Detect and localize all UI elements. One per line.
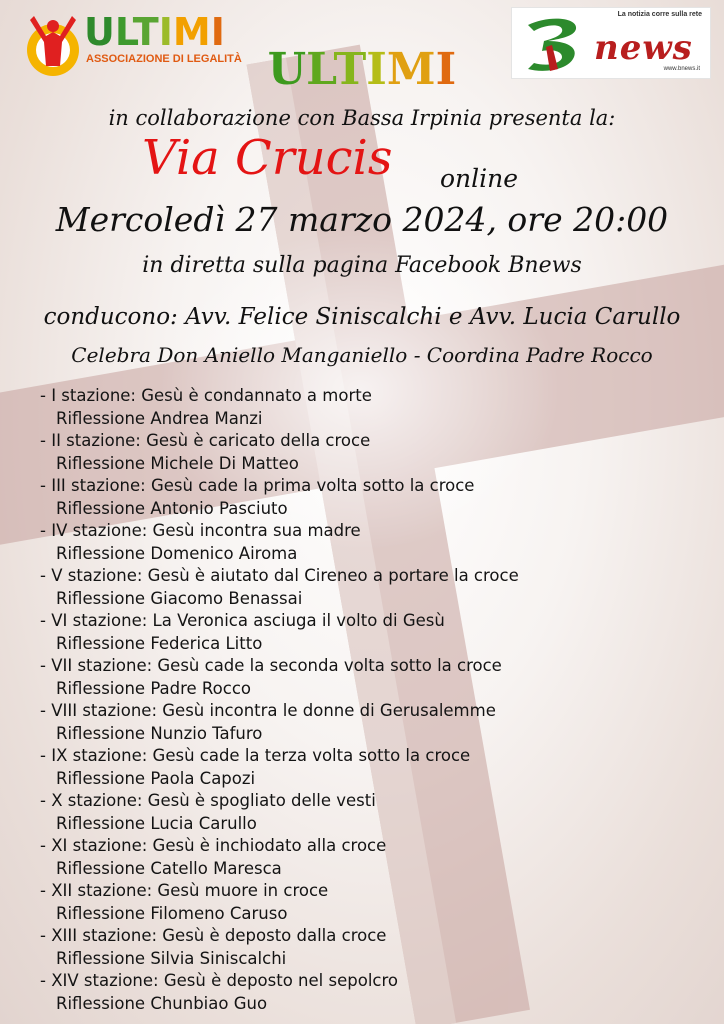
station-reflection: Riflessione Domenico Airoma <box>56 543 298 563</box>
station-reflection: Riflessione Lucia Carullo <box>56 813 257 833</box>
hosts-line: conducono: Avv. Felice Siniscalchi e Avv. Lucia Carullo <box>43 304 681 330</box>
station-item <box>40 655 720 700</box>
title-letter: U <box>267 44 307 95</box>
station-item <box>40 745 720 790</box>
station-reflection: Riflessione Silvia Siniscalchi <box>56 948 287 968</box>
station-title: - X stazione: Gesù è spogliato delle vesti <box>40 791 376 810</box>
station-reflection: Riflessione Catello Maresca <box>56 858 282 878</box>
celebrant-line: Celebra Don Aniello Manganiello - Coordina Padre Rocco <box>71 343 653 367</box>
title-letter: I <box>366 44 387 95</box>
stations-list <box>40 385 720 1015</box>
station-title: - V stazione: Gesù è aiutato dal Cireneo a portare la croce <box>40 566 519 585</box>
ultimi-logo-subtitle: ASSOCIAZIONE DI LEGALITÀ <box>86 53 242 65</box>
station-reflection: Riflessione Michele Di Matteo <box>56 453 299 473</box>
station-item <box>40 700 720 745</box>
station-reflection: Riflessione Federica Litto <box>56 633 263 653</box>
ultimi-logo-letter: M <box>172 10 211 54</box>
station-reflection: Riflessione Nunzio Tafuro <box>56 723 263 743</box>
bnews-url: www.bnews.it <box>663 66 700 72</box>
station-title: - IV stazione: Gesù incontra sua madre <box>40 521 361 540</box>
station-item <box>40 385 720 430</box>
station-title: - III stazione: Gesù cade la prima volta sotto la croce <box>40 476 475 495</box>
ultimi-logo-letter: L <box>114 10 133 54</box>
station-reflection: Riflessione Antonio Pasciuto <box>56 498 288 518</box>
station-title: - VII stazione: Gesù cade la seconda volta sotto la croce <box>40 656 502 675</box>
station-item <box>40 970 720 1015</box>
bnews-tagline: La notizia corre sulla rete <box>617 11 702 18</box>
title-letter: L <box>306 44 334 95</box>
station-reflection: Riflessione Andrea Manzi <box>56 408 263 428</box>
station-reflection: Riflessione Paola Capozi <box>56 768 256 788</box>
ultimi-logo-letter: U <box>84 10 115 54</box>
station-item <box>40 565 720 610</box>
title-letter: I <box>435 44 457 95</box>
station-title: - XII stazione: Gesù muore in croce <box>40 881 329 900</box>
bnews-logo-name: news <box>594 28 693 68</box>
ultimi-logo-letter: I <box>210 10 225 54</box>
station-reflection: Riflessione Filomeno Caruso <box>56 903 288 923</box>
station-title: - VI stazione: La Veronica asciuga il volto di Gesù <box>40 611 445 630</box>
station-item <box>40 925 720 970</box>
station-item <box>40 610 720 655</box>
station-reflection: Riflessione Padre Rocco <box>56 678 251 698</box>
station-reflection: Riflessione Giacomo Benassai <box>56 588 303 608</box>
station-title: - IX stazione: Gesù cade la terza volta sotto la croce <box>40 746 471 765</box>
station-item <box>40 520 720 565</box>
collaboration-line: in collaborazione con Bassa Irpinia presenta la: <box>108 106 616 130</box>
ultimi-logo-letter: T <box>132 10 159 54</box>
event-date: Mercoledì 27 marzo 2024, ore 20:00 <box>55 200 669 239</box>
broadcast-info: in diretta sulla pagina Facebook Bnews <box>142 253 582 278</box>
station-reflection: Riflessione Chunbiao Guo <box>56 993 268 1013</box>
ultimi-title <box>0 44 724 95</box>
station-item <box>40 880 720 925</box>
station-title: - VIII stazione: Gesù incontra le donne di Gerusalemme <box>40 701 496 720</box>
station-title: - II stazione: Gesù è caricato della croce <box>40 431 371 450</box>
station-title: - XIII stazione: Gesù è deposto dalla croce <box>40 926 387 945</box>
event-title: Via Crucis <box>142 130 393 186</box>
station-item <box>40 835 720 880</box>
online-label: online <box>440 164 519 193</box>
ultimi-logo-letter: I <box>158 10 173 54</box>
station-title: - I stazione: Gesù è condannato a morte <box>40 386 372 405</box>
station-item <box>40 475 720 520</box>
station-item <box>40 790 720 835</box>
station-item <box>40 430 720 475</box>
station-title: - XI stazione: Gesù è inchiodato alla croce <box>40 836 387 855</box>
title-letter: M <box>386 44 436 95</box>
station-title: - XIV stazione: Gesù è deposto nel sepolcro <box>40 971 398 990</box>
title-letter: T <box>333 44 367 95</box>
